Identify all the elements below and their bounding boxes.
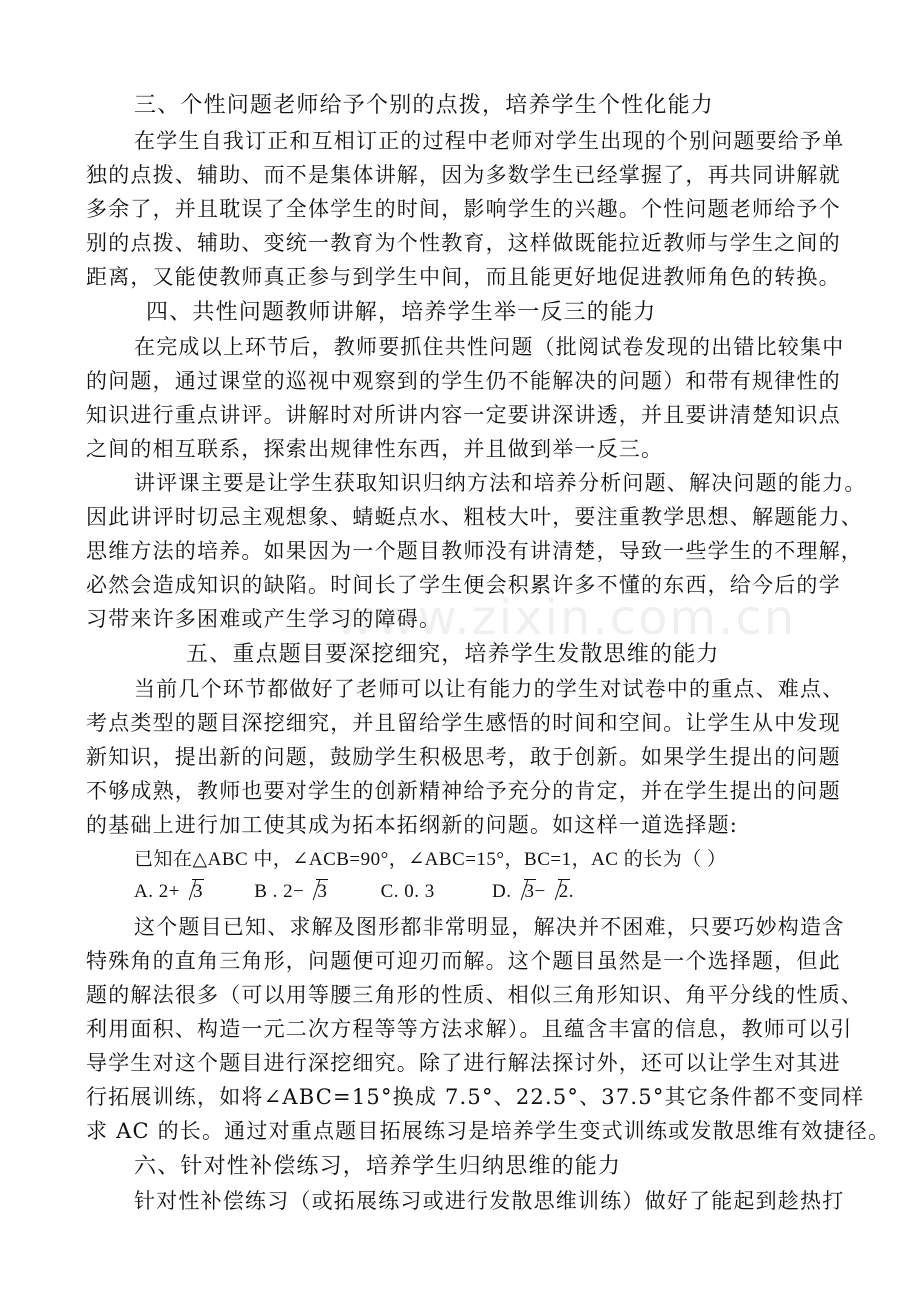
paragraph-line: 针对性补偿练习（或拓展练习或进行发散思维训练）做好了能起到趁热打 bbox=[134, 1189, 845, 1213]
paragraph-line: 之间的相互联系，探索出规律性东西，并且做到举一反三。 bbox=[86, 437, 664, 461]
paragraph-line: 导学生对这个题目进行深挖细究。除了进行解法探讨外，还可以让学生对其进 bbox=[86, 1051, 841, 1075]
heading-6: 六、针对性补偿练习，培养学生归纳思维的能力 bbox=[134, 1154, 622, 1179]
paragraph-line: 这个题目已知、求解及图形都非常明显，解决并不困难，只要巧妙构造含 bbox=[134, 915, 845, 939]
heading-5: 五、重点题目要深挖细究，培养学生发散思维的能力 bbox=[186, 642, 720, 667]
sqrt-icon: 2 bbox=[547, 876, 569, 907]
paragraph-line: 题的解法很多（可以用等腰三角形的性质、相似三角形知识、角平分线的性质、 bbox=[86, 983, 863, 1007]
paragraph-line: 必然会造成知识的缺陷。时间长了学生便会积累许多不懂的东西，给今后的学 bbox=[86, 573, 841, 597]
paragraph-line: 知识进行重点讲评。讲解时对所讲内容一定要讲深讲透，并且要讲清楚知识点 bbox=[86, 403, 841, 427]
heading-4: 四、共性问题教师讲解，培养学生举一反三的能力 bbox=[146, 300, 657, 325]
sqrt-icon: 3 bbox=[513, 876, 535, 907]
sqrt-icon: 3 bbox=[181, 876, 203, 907]
option-b: B . 2− 3 bbox=[254, 876, 327, 907]
paragraph-line: 讲评课主要是让学生获取知识归纳方法和培养分析问题、解决问题的能力。 bbox=[134, 471, 867, 495]
sqrt-icon: 3 bbox=[305, 876, 327, 907]
paragraph-line: 在完成以上环节后，教师要抓住共性问题（批阅试卷发现的出错比较集中 bbox=[134, 335, 845, 359]
paragraph-line: 多余了，并且耽误了全体学生的时间，影响学生的兴趣。个性问题老师给予个 bbox=[86, 197, 841, 221]
paragraph-line: 利用面积、构造一元二次方程等等方法求解）。且蕴含丰富的信息，教师可以引 bbox=[86, 1017, 853, 1041]
paragraph-line: 距离，又能使教师真正参与到学生中间，而且能更好地促进教师角色的转换。 bbox=[86, 265, 841, 289]
paragraph-line: 独的点拨、辅助、而不是集体讲解，因为多数学生已经掌握了，再共同讲解就 bbox=[86, 163, 841, 187]
paragraph-line: 习带来许多困难或产生学习的障碍。 bbox=[86, 607, 442, 631]
paragraph-line: 思维方法的培养。如果因为一个题目教师没有讲清楚，导致一些学生的不理解， bbox=[86, 539, 863, 563]
paragraph-line: 新知识，提出新的问题，鼓励学生积极思考，敢于创新。如果学生提出的问题 bbox=[86, 745, 841, 769]
paragraph-line: 别的点拨、辅助、变统一教育为个性教育，这样做既能拉近教师与学生之间的 bbox=[86, 231, 841, 255]
paragraph-line: 不够成熟，教师也要对学生的创新精神给予充分的肯定，并在学生提出的问题 bbox=[86, 779, 841, 803]
option-d: D.3− 2. bbox=[492, 876, 574, 907]
option-a: A. 2+ 3 bbox=[134, 876, 203, 907]
heading-3: 三、个性问题老师给予个别的点拨，培养学生个性化能力 bbox=[134, 93, 715, 118]
answer-options bbox=[134, 876, 574, 907]
watermark: www.zixin.com.cn bbox=[335, 590, 797, 646]
paragraph-line: 在学生自我订正和互相订正的过程中老师对学生出现的个别问题要给予单 bbox=[134, 129, 845, 153]
paragraph-line: 考点类型的题目深挖细究，并且留给学生感悟的时间和空间。让学生从中发现 bbox=[86, 711, 841, 735]
paragraph-line: 当前几个环节都做好了老师可以让有能力的学生对试卷中的重点、难点、 bbox=[134, 677, 845, 701]
paragraph-line: 因此讲评时切忌主观想象、蜻蜓点水、粗枝大叶，要注重教学思想、解题能力、 bbox=[86, 505, 863, 529]
paragraph-line: 行拓展训练，如将∠ABC=15°换成 7.5°、22.5°、37.5°其它条件都不变同样 bbox=[86, 1085, 865, 1109]
question-stem: 已知在△ABC 中，∠ACB=90°，∠ABC=15°，BC=1，AC 的长为（ ） bbox=[134, 849, 727, 870]
paragraph-line: 的问题，通过课堂的巡视中观察到的学生仍不能解决的问题）和带有规律性的 bbox=[86, 369, 841, 393]
paragraph-line: 特殊角的直角三角形，问题便可迎刃而解。这个题目虽然是一个选择题，但此 bbox=[86, 949, 841, 973]
option-c: C. 0. 3 bbox=[380, 881, 435, 902]
paragraph-line: 的基础上进行加工使其成为拓本拓纲新的问题。如这样一道选择题: bbox=[86, 813, 739, 837]
paragraph-line: 求 AC 的长。通过对重点题目拓展练习是培养学生变式训练或发散思维有效捷径。 bbox=[86, 1119, 891, 1143]
